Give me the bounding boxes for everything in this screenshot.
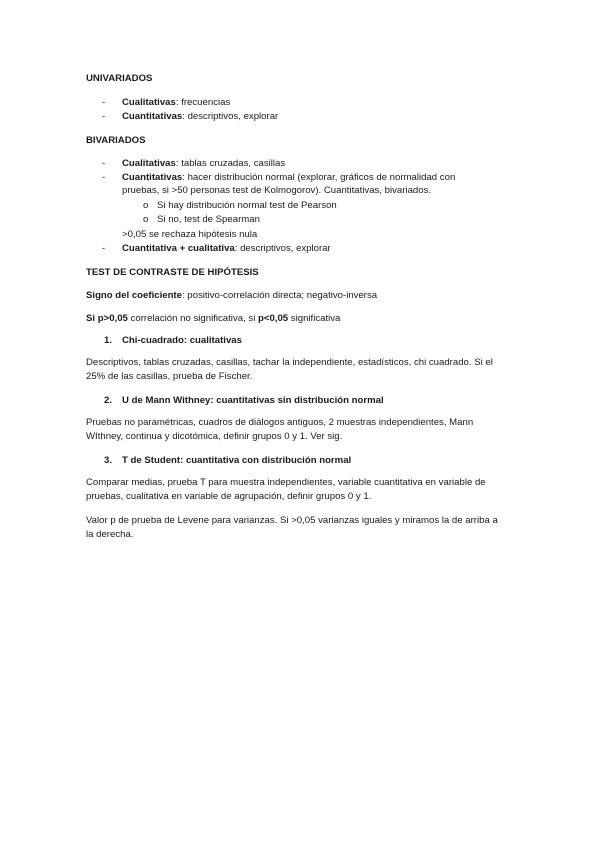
list-item-continuation: pruebas, si >50 personas test de Kolmogorov). Cuantitativas, bivariados. [122, 185, 432, 196]
list-item: Cuantitativas: hacer distribución normal (explorar, gráficos de normalidad con [122, 172, 456, 183]
dash-bullet: - [102, 172, 106, 183]
paragraph-line: pruebas, cualitativa en variable de agrupación, definir grupos 0 y 1. [86, 491, 372, 502]
list-item: Cualitativas: tablas cruzadas, casillas [122, 158, 286, 169]
circle-bullet: o [143, 214, 149, 225]
heading-univariados: UNIVARIADOS [86, 73, 153, 84]
section-title: Chi-cuadrado: cualitativas [122, 335, 242, 346]
section-number: 1. [104, 335, 113, 346]
paragraph-line: 25% de las casillas, prueba de Fischer. [86, 371, 253, 382]
paragraph-line: la derecha. [86, 529, 134, 540]
paragraph-line: Descriptivos, tablas cruzadas, casillas, tachar la independiente, estadísticos, chi cuadrado. Si el [86, 357, 493, 368]
p-value-line: Si p>0,05 correlación no significativa, si p<0,05 significativa [86, 313, 341, 324]
dash-bullet: - [102, 243, 106, 254]
dash-bullet: - [102, 158, 106, 169]
dash-bullet: - [102, 97, 106, 108]
sub-list-item: Si no, test de Spearman [157, 214, 260, 225]
heading-test: TEST DE CONTRASTE DE HIPÓTESIS [86, 267, 259, 278]
dash-bullet: - [102, 111, 106, 122]
list-item: Cuantitativas: descriptivos, explorar [122, 111, 279, 122]
heading-bivariados: BIVARIADOS [86, 135, 146, 146]
section-number: 3. [104, 455, 113, 466]
paragraph-line: WIthney, continua y dicotómica, definir grupos 0 y 1. Ver sig. [86, 431, 343, 442]
section-title: T de Student: cuantitativa con distribución normal [122, 455, 352, 466]
circle-bullet: o [143, 200, 149, 211]
signo-line: Signo del coeficiente: positivo-correlación directa; negativo-inversa [86, 290, 378, 301]
paragraph-line: Valor p de prueba de Levene para varianzas. Si >0,05 varianzas iguales y miramos la de arriba a [86, 515, 498, 526]
sub-list-item: Si hay distribución normal test de Pearson [157, 200, 337, 211]
list-item: Cualitativas: frecuencias [122, 97, 231, 108]
section-title: U de Mann Withney: cuantitativas sin distribución normal [122, 395, 384, 406]
section-number: 2. [104, 395, 113, 406]
list-item: Cuantitativa + cualitativa: descriptivos, explorar [122, 243, 331, 254]
paragraph-line: Pruebas no paramétricas, cuadros de diálogos antiguos, 2 muestras independientes, Mann [86, 417, 474, 428]
note-text: >0,05 se rechaza hipótesis nula [122, 229, 258, 240]
paragraph-line: Comparar medias, prueba T para muestra independientes, variable cuantitativa en variable de [86, 477, 486, 488]
